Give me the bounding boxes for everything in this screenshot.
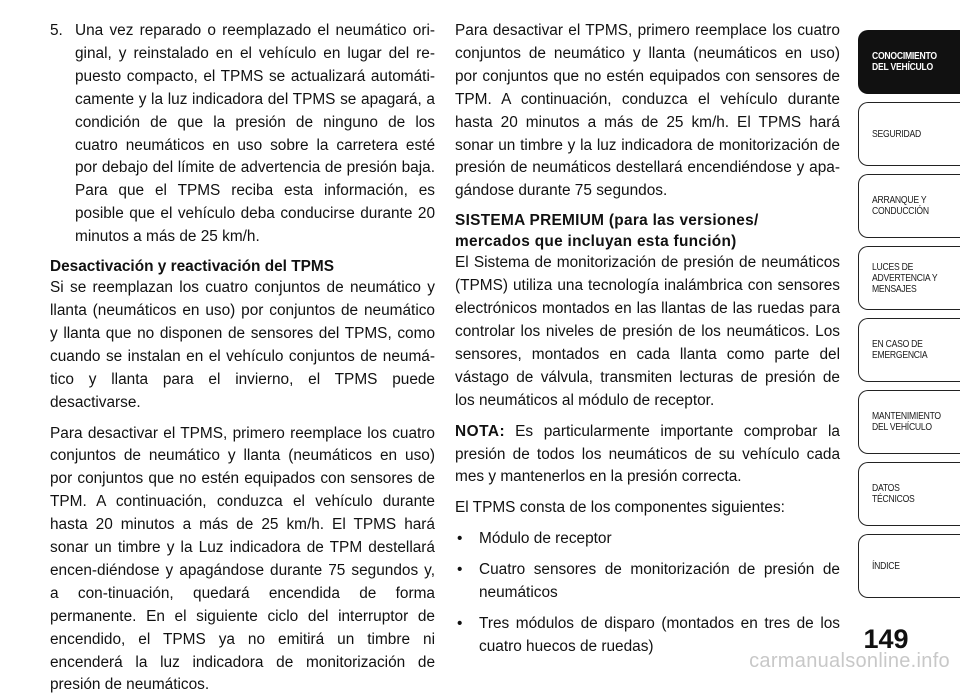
tab-seguridad[interactable] xyxy=(858,102,960,166)
heading-premium-line2: mercados que incluyan esta función) xyxy=(455,232,840,253)
tab-label: SEGURIDAD xyxy=(872,129,921,140)
section-tabs xyxy=(858,30,960,606)
tab-arranque-y-conduccion[interactable] xyxy=(858,174,960,238)
note xyxy=(455,421,840,490)
paragraph-premium: El Sistema de monitorización de presión de neumáticos (TPMS) utiliza una tecnología inalámbrica con sensores electrónicos montados en las llantas de las ruedas para controlar los niveles de presión de los neumáticos. Los sensores, montados en cada llanta como parte del vástago de válvula, transmiten lecturas de presión de los neumáticos al módulo de receptor. xyxy=(455,252,840,412)
right-column xyxy=(455,20,840,659)
watermark: carmanualsonline.info xyxy=(749,650,950,673)
tab-label: DATOS TÉCNICOS xyxy=(872,483,915,505)
note-label: NOTA: xyxy=(455,423,505,440)
list-item-text: Cuatro sensores de monitorización de presión de neumáticos xyxy=(479,559,840,605)
tab-label: LUCES DE ADVERTENCIA Y MENSAJES xyxy=(872,262,937,295)
heading-deactivation: Desactivación y reactivación del TPMS xyxy=(50,257,435,277)
bullet-icon: • xyxy=(455,528,479,551)
tab-conocimiento-del-vehiculo[interactable] xyxy=(858,30,960,94)
list-item xyxy=(455,528,840,551)
note-text: Es particularmente importante comprobar la presión de todos los neumáticos de su vehículo cada mes y mantenerlos en la presión correcta. xyxy=(455,423,840,486)
tab-label: ÍNDICE xyxy=(872,561,900,572)
tab-indice[interactable] xyxy=(858,534,960,598)
paragraph-deactivate-steps: Para desactivar el TPMS, primero reemplace los cuatro conjuntos de neumático y llanta (neumáticos en uso) por conjuntos que no estén equipados con sensores de TPM. A continuación, conduzca el vehículo durante hasta 20 minutos a más de 25 km/h. El TPMS hará sonar un timbre y la Luz indicadora de TPM destellará encen-diéndose y apagándose durante 75 segundos y, a con-tinuación, quedará encendida de forma permanente. En el siguiente ciclo del interruptor de encendido, el TPMS ya no emitirá un timbre ni encenderá la luz indicadora de monitorización de presión de neumáticos. xyxy=(50,423,435,697)
item-number: 5. xyxy=(50,20,75,249)
components-intro: El TPMS consta de los componentes siguientes: xyxy=(455,497,840,520)
bullet-icon: • xyxy=(455,613,479,659)
paragraph-deactivation: Si se reemplazan los cuatro conjuntos de neumático y llanta (neumáticos en uso) por conjuntos de neumático y llanta que no disponen de sensores del TPMS, como cuando se instalan en el vehículo conjuntos de neumá-tico y llanta para el invierno, el TPMS puede desactivarse. xyxy=(50,277,435,414)
heading-premium-line1: SISTEMA PREMIUM (para las versiones/ xyxy=(455,211,840,232)
page-number: 149 xyxy=(856,624,916,655)
tab-datos-tecnicos[interactable] xyxy=(858,462,960,526)
item-text: Una vez reparado o reemplazado el neumático ori-ginal, y reinstalado en el vehículo en lugar del re-puesto compacto, el TPMS se actualizará automáti-camente y la luz indicadora del TPMS se apagará, a condición de que la presión de ninguno de los cuatro neumáticos en uso sobre la carretera esté por debajo del límite de advertencia de presión baja. Para que el TPMS reciba esta información, es posible que el vehículo deba conducirse durante 20 minutos a más de 25 km/h. xyxy=(75,20,435,249)
bullet-icon: • xyxy=(455,559,479,605)
tab-label: MANTENIMIENTO DEL VEHÍCULO xyxy=(872,411,941,433)
tab-luces-de-advertencia[interactable] xyxy=(858,246,960,310)
left-column xyxy=(50,20,435,697)
tab-label: EN CASO DE EMERGENCIA xyxy=(872,339,927,361)
list-item-text: Módulo de receptor xyxy=(479,528,840,551)
paragraph-deactivate-premium: Para desactivar el TPMS, primero reemplace los cuatro conjuntos de neumático y llanta (neumáticos en uso) por conjuntos que no estén equipados con sensores de TPM. A continuación, conduzca el vehículo durante hasta 20 minutos a más de 25 km/h. El TPMS hará sonar un timbre y la luz indicadora de monitorización de presión de neumáticos destellará encendiéndose y apa-gándose durante 75 segundos. xyxy=(455,20,840,203)
tab-label: ARRANQUE Y CONDUCCIÓN xyxy=(872,195,929,217)
tab-label: CONOCIMIENTO DEL VEHÍCULO xyxy=(872,51,937,73)
list-item xyxy=(455,559,840,605)
list-item-text: Tres módulos de disparo (montados en tres de los cuatro huecos de ruedas) xyxy=(479,613,840,659)
numbered-item-5 xyxy=(50,20,435,249)
tab-mantenimiento-del-vehiculo[interactable] xyxy=(858,390,960,454)
tab-en-caso-de-emergencia[interactable] xyxy=(858,318,960,382)
